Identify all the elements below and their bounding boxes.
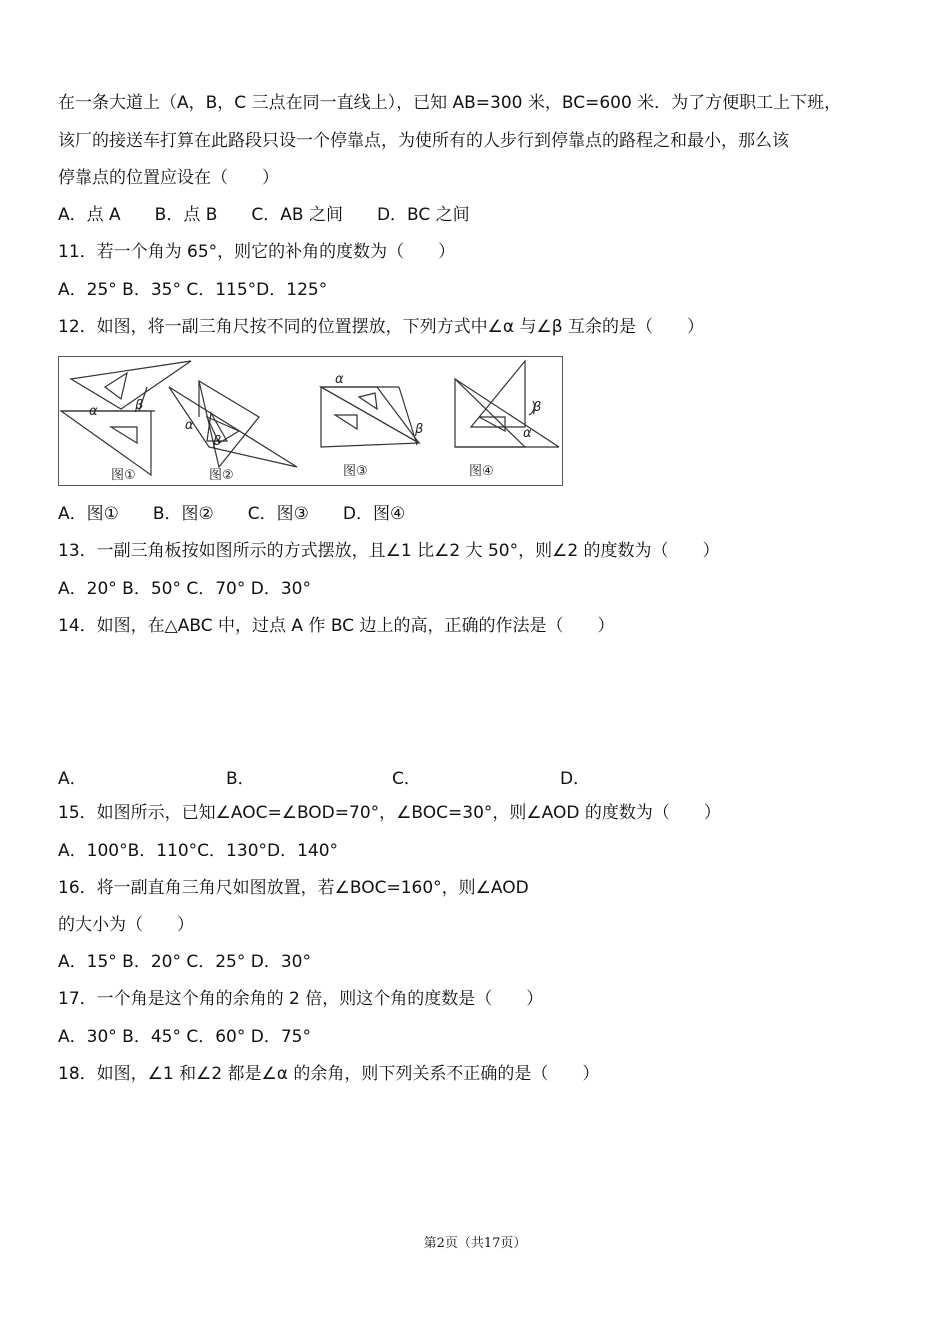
q14-stem: 14．如图，在△ABC 中，过点 A 作 BC 边上的高，正确的作法是（ ）: [58, 616, 615, 636]
fig3-alpha-label: α: [335, 372, 344, 387]
q14-option-b: B．: [226, 769, 255, 789]
q18-stem: 18．如图，∠1 和∠2 都是∠α 的余角，则下列关系不正确的是（ ）: [58, 1064, 600, 1084]
q16-text-line-2: 的大小为（ ）: [58, 915, 194, 935]
fig4-caption: 图④: [469, 464, 494, 479]
fig2-alpha-label: α: [185, 418, 194, 433]
q16-text-line-1: 16．将一副直角三角尺如图放置，若∠BOC=160°，则∠AOD: [58, 878, 529, 898]
fig3-beta-label: β: [415, 422, 424, 437]
q17-stem: 17．一个角是这个角的余角的 2 倍，则这个角的度数是（ ）: [58, 989, 544, 1009]
q10-text-line-2: 该厂的接送车打算在此路段只设一个停靠点，为使所有的人步行到停靠点的路程之和最小，那么该: [58, 131, 789, 151]
q15-options: A．100°B．110°C．130°D．140°: [58, 841, 339, 861]
fig1-caption: 图①: [111, 468, 136, 483]
page-footer: 第2页（共17页）: [423, 1236, 527, 1251]
q12-figure: [58, 356, 563, 486]
fig1-alpha-label: α: [89, 404, 98, 419]
fig4-triangles: [455, 361, 559, 447]
q13-options: A．20° B．50° C．70° D．30°: [58, 579, 311, 599]
q12-stem: 12．如图，将一副三角尺按不同的位置摆放，下列方式中∠α 与∠β 互余的是（ ）: [58, 317, 704, 337]
fig3-triangles: [321, 387, 419, 447]
fig2-beta-label: β: [213, 434, 222, 449]
q15-stem: 15．如图所示，已知∠AOC=∠BOD=70°，∠BOC=30°，则∠AOD 的度数为（ ）: [58, 803, 721, 823]
fig1-triangles: [61, 361, 191, 475]
q12-options: A．图① B．图② C．图③ D．图④: [58, 504, 406, 524]
q10-options: A．点 A B．点 B C．AB 之间 D．BC 之间: [58, 205, 470, 225]
q10-text-line-1: 在一条大道上（A，B，C 三点在同一直线上），已知 AB=300 米，BC=600 米．为了方便职工上下班，: [58, 93, 842, 113]
q17-options: A．30° B．45° C．60° D．75°: [58, 1027, 311, 1047]
q14-option-c: C．: [392, 769, 421, 789]
q11-stem: 11．若一个角为 65°，则它的补角的度数为（ ）: [58, 242, 456, 262]
fig4-beta-label: β: [533, 400, 542, 415]
q11-options: A．25° B．35° C．115°D．125°: [58, 280, 328, 300]
fig4-alpha-label: α: [523, 426, 532, 441]
fig1-beta-label: β: [135, 398, 144, 413]
q13-stem: 13．一副三角板按如图所示的方式摆放，且∠1 比∠2 大 50°，则∠2 的度数为（ ）: [58, 541, 720, 561]
q14-option-a: A．: [58, 769, 87, 789]
fig3-caption: 图③: [343, 464, 368, 479]
fig2-caption: 图②: [209, 468, 234, 483]
q16-options: A．15° B．20° C．25° D．30°: [58, 952, 311, 972]
q14-option-d: D．: [560, 769, 591, 789]
q10-text-line-3: 停靠点的位置应设在（ ）: [58, 168, 279, 188]
